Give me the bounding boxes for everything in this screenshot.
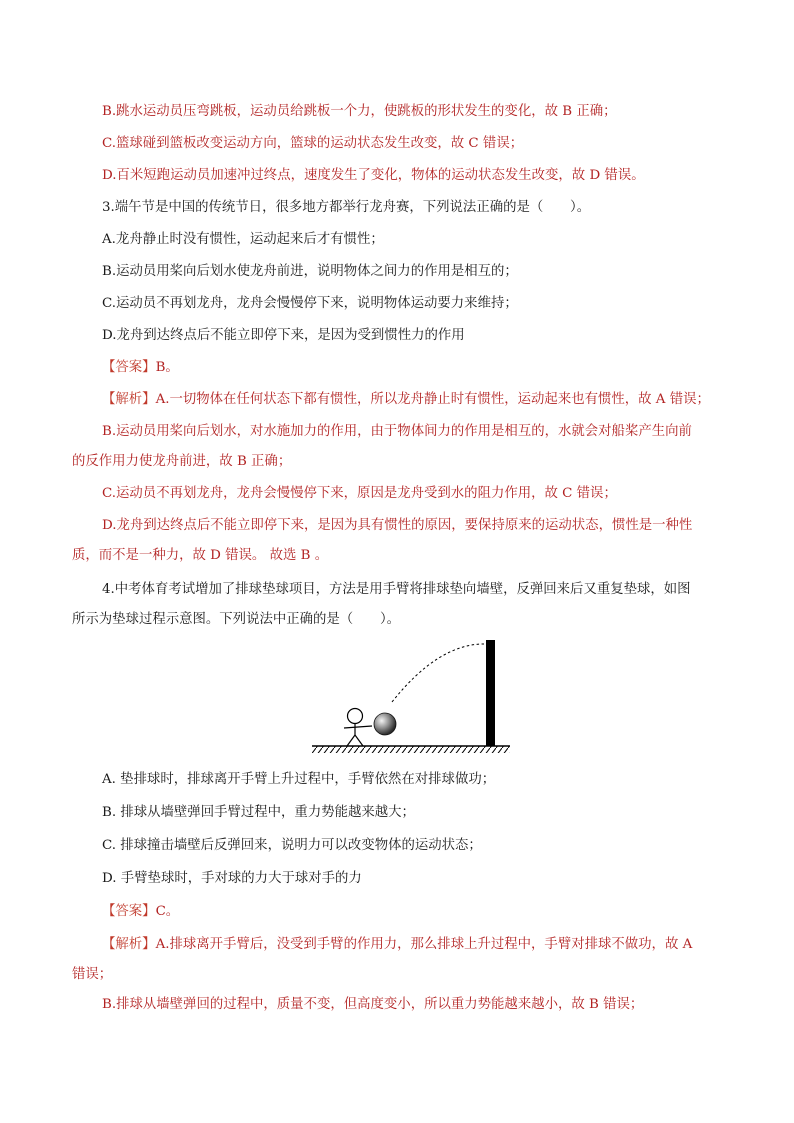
q3-option-d: D.龙舟到达终点后不能立即停下来，是因为受到惯性力的作用 [102,328,465,343]
q3-analysis-d-line2: 质，而不是一种力，故 D 错误。 故选 B 。 [72,548,329,563]
analysis-tag: 【解析】 [102,392,156,407]
q4-option-d: D. 手臂垫球时，手对球的力大于球对手的力 [102,871,362,886]
q4-option-a: A. 垫排球时，排球离开手臂上升过程中，手臂依然在对排球做功； [102,772,496,787]
q2-option-c-analysis: C.篮球碰到篮板改变运动方向，篮球的运动状态发生改变，故 C 错误； [102,136,524,151]
q4-analysis-a-line1 [102,935,692,955]
q2-option-b-analysis: B.跳水运动员压弯跳板，运动员给跳板一个力，使跳板的形状发生的变化，故 B 正确； [102,104,617,119]
q4-answer [102,902,179,922]
q4-analysis-a-line2: 错误； [72,967,113,982]
q3-analysis-b-line1: B.运动员用桨向后划水，对水施加力的作用，由于物体间力的作用是相互的，水就会对船桨产生向前 [102,424,692,439]
q4-analysis-b: B.排球从墙壁弹回的过程中，质量不变，但高度变小，所以重力势能越来越小，故 B 错误； [102,997,644,1012]
q4-option-b: B. 排球从墙壁弹回手臂过程中，重力势能越来越大； [102,805,415,820]
q4-answer-value: C。 [155,904,180,919]
q4-option-c: C. 排球撞击墙壁后反弹回来，说明力可以改变物体的运动状态； [102,838,482,853]
volleyball-diagram [310,636,515,756]
q2-option-d-analysis: D.百米短跑运动员加速冲过终点，速度发生了变化，物体的运动状态发生改变，故 D 错误。 [102,168,645,183]
answer-tag: 【答案】 [102,360,156,375]
q3-analysis-a [102,390,710,410]
answer-tag: 【答案】 [102,904,156,919]
analysis-tag: 【解析】 [102,937,156,952]
stick-figure-player [344,709,372,747]
q3-analysis-b-line2: 的反作用力使龙舟前进，故 B 正确； [72,454,292,469]
q4-stem-line2: 所示为垫球过程示意图。下列说法中正确的是（ ）。 [72,612,401,627]
q3-option-b: B.运动员用桨向后划水使龙舟前进，说明物体之间力的作用是相互的； [102,264,518,279]
q3-analysis-c: C.运动员不再划龙舟，龙舟会慢慢停下来，原因是龙舟受到水的阻力作用，故 C 错误； [102,486,617,501]
q3-analysis-a-text: A.一切物体在任何状态下都有惯性，所以龙舟静止时有惯性，运动起来也有惯性，故 A 错误； [155,392,710,407]
wall [486,640,495,746]
volleyball [374,713,396,735]
ground [312,746,510,753]
q3-option-a: A.龙舟静止时没有惯性，运动起来后才有惯性； [102,232,384,247]
q3-answer [102,358,179,378]
trajectory-dashed-line [392,644,484,702]
q4-stem-line1: 4.中考体育考试增加了排球垫球项目，方法是用手臂将排球垫向墙壁，反弹回来后又重复垫球，如图 [102,582,691,597]
q4-analysis-a-text: A.排球离开手臂后，没受到手臂的作用力，那么排球上升过程中，手臂对排球不做功，故 A [155,937,693,952]
q3-stem: 3.端午节是中国的传统节日，很多地方都举行龙舟赛，下列说法正确的是（ ）。 [102,200,591,215]
q3-option-c: C.运动员不再划龙舟，龙舟会慢慢停下来，说明物体运动要力来维持； [102,296,518,311]
q3-analysis-d-line1: D.龙舟到达终点后不能立即停下来，是因为具有惯性的原因，要保持原来的运动状态，惯性是一种性 [102,518,693,533]
q3-answer-value: B。 [155,360,179,375]
